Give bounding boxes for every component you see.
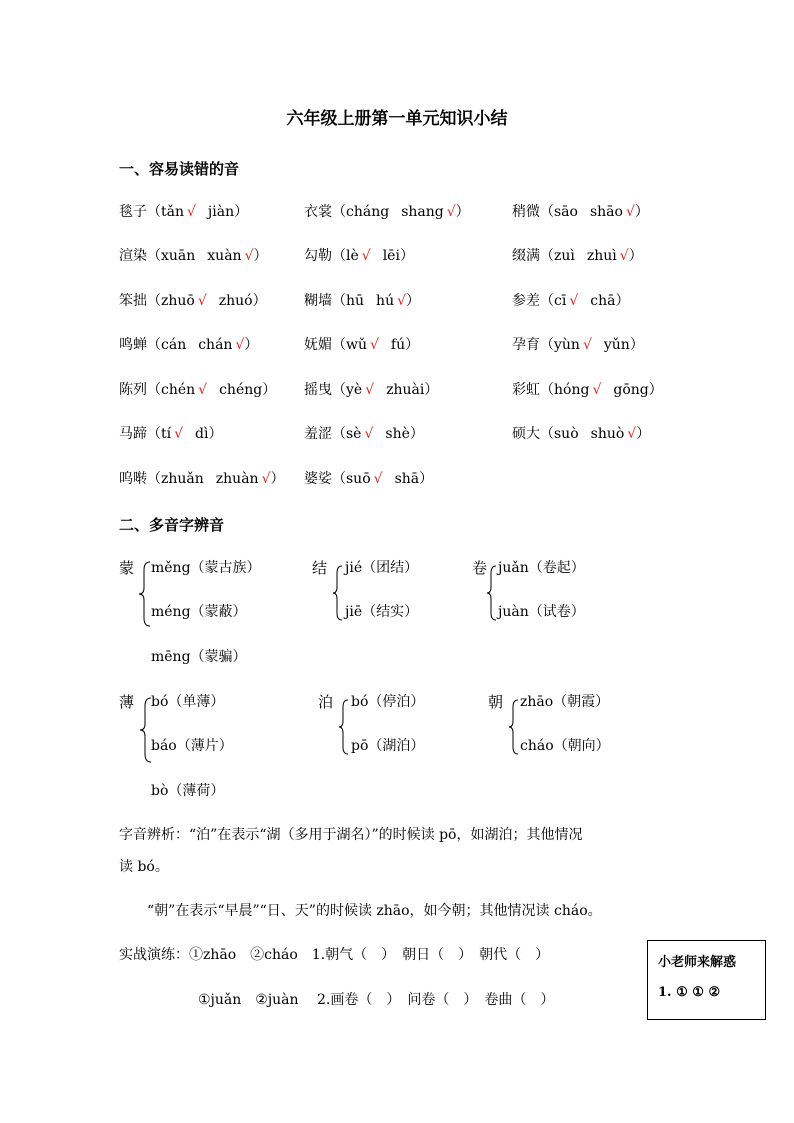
pinyin-text: zuì	[554, 248, 575, 264]
word: 呜啭	[119, 471, 147, 487]
pinyin-option	[161, 424, 183, 444]
pinyin-text: shè	[385, 426, 410, 442]
pinyin-text: xuàn	[207, 248, 242, 264]
pinyin-text: chéng	[219, 382, 263, 398]
check-icon: √	[187, 204, 196, 220]
pronunciation-item: 稍微（sāo shāo √）	[512, 204, 649, 220]
pinyin-text: tí	[161, 426, 172, 442]
section1-heading: 一、容易读错的音	[119, 160, 240, 178]
pinyin-option	[554, 424, 579, 444]
pinyin-option	[604, 335, 630, 355]
pinyin-option	[590, 291, 615, 311]
pronunciation-item: 勾勒（lè √ lēi）	[304, 248, 414, 264]
pinyin-option	[161, 469, 204, 489]
pinyin-text: chā	[590, 293, 616, 309]
pinyin-option	[346, 424, 373, 444]
check-icon: √	[197, 293, 207, 309]
pinyin-text: suō	[346, 471, 371, 487]
polyphone-reading: báo（薄片）	[151, 738, 233, 754]
brace-icon	[508, 698, 520, 756]
check-icon: √	[397, 293, 407, 309]
pinyin-text: lēi	[382, 248, 400, 264]
pinyin-text: tǎn	[161, 204, 184, 220]
pinyin-text: gōng	[613, 382, 649, 398]
pronunciation-item: 呜啭（zhuǎn zhuàn √）	[119, 471, 285, 487]
pinyin-option	[554, 291, 578, 311]
word: 毯子	[119, 204, 147, 220]
pronunciation-item: 缀满（zuì zhuì √）	[512, 248, 643, 264]
word: 羞涩	[304, 426, 332, 442]
polyphone-reading: bò（薄荷）	[151, 783, 225, 799]
pronunciation-item: 毯子（tǎn √ jiàn）	[119, 204, 249, 220]
pronunciation-item: 妩媚（wǔ √ fú）	[304, 337, 420, 353]
pinyin-option	[383, 246, 400, 266]
check-icon: √	[582, 337, 592, 353]
pinyin-text: lè	[346, 248, 359, 264]
pronunciation-item: 衣裳（cháng shang √）	[304, 204, 470, 220]
analysis-text: 读 bó。	[119, 859, 169, 875]
pinyin-option	[590, 202, 635, 222]
pronunciation-item: 糊墙（hū hú √）	[304, 293, 421, 309]
pinyin-text: zhuì	[586, 248, 617, 264]
pronunciation-item: 孕育（yùn √ yǔn）	[512, 337, 644, 353]
pinyin-option	[208, 202, 234, 222]
pinyin-option	[161, 202, 196, 222]
pinyin-text: wǔ	[346, 337, 367, 353]
word: 缀满	[512, 248, 540, 264]
pinyin-option	[346, 469, 383, 489]
brace-icon	[486, 564, 498, 622]
polyphone-reading: jié（团结）	[345, 560, 419, 576]
pinyin-text: zhuō	[161, 293, 195, 309]
check-icon: √	[446, 204, 456, 220]
pinyin-text: shā	[394, 471, 420, 487]
word: 衣裳	[304, 204, 332, 220]
check-icon: √	[365, 382, 375, 398]
brace-icon	[332, 564, 344, 622]
pinyin-text: cán	[161, 337, 187, 353]
pinyin-text: cháng	[346, 204, 390, 220]
pronunciation-item: 婆娑（suō √ shā）	[304, 471, 434, 487]
analysis-text: 字音辨析：“泊”在表示“湖（多用于湖名）”的时候读 pō，如湖泊；其他情况	[119, 827, 583, 843]
pinyin-option	[346, 291, 364, 311]
pinyin-option	[346, 380, 374, 400]
pinyin-text: hū	[346, 293, 365, 309]
pinyin-option	[554, 246, 575, 266]
pronunciation-item: 参差（cī √ chā）	[512, 293, 630, 309]
word: 鸣蝉	[119, 337, 147, 353]
pinyin-option	[613, 380, 648, 400]
pinyin-text: zhuǎn	[161, 471, 204, 487]
answer-box-title: 小老师来解惑	[658, 955, 737, 970]
word: 马蹄	[119, 426, 147, 442]
pinyin-text: shāo	[589, 204, 623, 220]
polyphone-reading: juàn（试卷）	[498, 604, 585, 620]
polyphone-char: 朝	[488, 693, 504, 711]
polyphone-char: 结	[312, 559, 328, 577]
word: 参差	[512, 293, 540, 309]
pronunciation-item: 马蹄（tí √ dì）	[119, 426, 223, 442]
polyphone-reading: zhāo（朝霞）	[520, 694, 610, 710]
check-icon: √	[174, 426, 184, 442]
check-icon: √	[627, 426, 637, 442]
pinyin-option	[395, 469, 420, 489]
pinyin-option	[195, 424, 208, 444]
check-icon: √	[619, 248, 629, 264]
word: 笨拙	[119, 293, 147, 309]
check-icon: √	[361, 248, 371, 264]
brace-icon	[138, 560, 152, 628]
answer-box-answer: 1. ① ① ②	[658, 985, 721, 1000]
pinyin-option	[161, 291, 207, 311]
pronunciation-item: 渲染（xuān xuàn √）	[119, 248, 268, 264]
pinyin-option	[346, 335, 379, 355]
pinyin-option	[207, 246, 253, 266]
pinyin-option	[554, 202, 578, 222]
word: 妩媚	[304, 337, 332, 353]
pinyin-option	[587, 246, 629, 266]
polyphone-reading: mēng（蒙骗）	[151, 649, 247, 665]
check-icon: √	[261, 471, 271, 487]
pronunciation-item: 鸣蝉（cán chán √）	[119, 337, 259, 353]
word: 稍微	[512, 204, 540, 220]
check-icon: √	[244, 248, 254, 264]
pinyin-option	[385, 424, 410, 444]
word: 孕育	[512, 337, 540, 353]
word: 彩虹	[512, 382, 540, 398]
page-title: 六年级上册第一单元知识小结	[286, 109, 508, 129]
word: 糊墙	[304, 293, 332, 309]
pinyin-option	[161, 380, 207, 400]
pinyin-text: yè	[346, 382, 363, 398]
pronunciation-item: 羞涩（sè √ shè）	[304, 426, 424, 442]
pinyin-option	[346, 246, 371, 266]
polyphone-char: 泊	[318, 693, 334, 711]
pinyin-text: shuò	[590, 426, 625, 442]
word: 勾勒	[304, 248, 332, 264]
brace-icon	[338, 698, 350, 756]
pinyin-option	[591, 424, 637, 444]
pinyin-option	[198, 335, 244, 355]
pinyin-option	[554, 335, 592, 355]
pinyin-text: chán	[198, 337, 233, 353]
pinyin-option	[554, 380, 601, 400]
polyphone-char: 蒙	[119, 559, 135, 577]
word: 婆娑	[304, 471, 332, 487]
pronunciation-item: 陈列（chén √ chéng）	[119, 382, 277, 398]
pinyin-option	[401, 202, 455, 222]
polyphone-reading: bó（单薄）	[151, 694, 225, 710]
pinyin-text: cī	[554, 293, 567, 309]
pinyin-text: sè	[346, 426, 362, 442]
pinyin-text: fú	[390, 337, 406, 353]
analysis-text: “朝”在表示“早晨”“日、天”的时候读 zhāo，如今朝；其他情况读 cháo。	[147, 903, 602, 919]
pinyin-text: hóng	[554, 382, 590, 398]
check-icon: √	[373, 471, 383, 487]
polyphone-reading: pō（湖泊）	[351, 738, 425, 754]
pinyin-text: chén	[161, 382, 196, 398]
pronunciation-item: 硕大（suò shuò √）	[512, 426, 651, 442]
polyphone-char: 薄	[119, 693, 135, 711]
pinyin-option	[216, 469, 271, 489]
pinyin-option	[346, 202, 389, 222]
polyphone-reading: méng（蒙蔽）	[151, 604, 247, 620]
pinyin-text: xuān	[161, 248, 196, 264]
pronunciation-item: 笨拙（zhuō √ zhuó）	[119, 293, 267, 309]
pronunciation-item: 摇曳（yè √ zhuài）	[304, 382, 439, 398]
pinyin-text: jiàn	[207, 204, 235, 220]
check-icon: √	[364, 426, 374, 442]
check-icon: √	[370, 337, 379, 353]
pinyin-text: shang	[401, 204, 444, 220]
check-icon: √	[569, 293, 579, 309]
pinyin-option	[161, 246, 195, 266]
word: 渲染	[119, 248, 147, 264]
pinyin-option	[376, 291, 406, 311]
answer-box	[647, 940, 766, 1020]
pinyin-text: sāo	[554, 204, 578, 220]
polyphone-reading: jiē（结实）	[345, 604, 419, 620]
practice-line-1: 实战演练：①zhāo ②cháo 1.朝气（ ） 朝日（ ） 朝代（ ）	[119, 947, 550, 963]
pinyin-text: yǔn	[603, 337, 630, 353]
word: 陈列	[119, 382, 147, 398]
pinyin-text: dì	[195, 426, 209, 442]
word: 硕大	[512, 426, 540, 442]
word: 摇曳	[304, 382, 332, 398]
polyphone-reading: bó（停泊）	[351, 694, 425, 710]
pinyin-text: yùn	[554, 337, 580, 353]
pinyin-option	[219, 380, 262, 400]
polyphone-reading: juǎn（卷起）	[498, 560, 585, 576]
pinyin-text: zhuài	[386, 382, 425, 398]
pinyin-text: zhuàn	[215, 471, 259, 487]
check-icon: √	[198, 382, 208, 398]
pinyin-text: zhuó	[218, 293, 253, 309]
pronunciation-item: 彩虹（hóng √ gōng）	[512, 382, 663, 398]
pinyin-option	[386, 380, 424, 400]
polyphone-char: 卷	[472, 559, 488, 577]
pinyin-option	[219, 291, 253, 311]
practice-line-2: ①juǎn ②juàn 2.画卷（ ） 问卷（ ） 卷曲（ ）	[198, 992, 555, 1008]
polyphone-reading: cháo（朝向）	[520, 738, 610, 754]
section2-heading: 二、多音字辨音	[119, 516, 225, 534]
pinyin-text: suò	[554, 426, 579, 442]
check-icon: √	[235, 337, 245, 353]
pinyin-text: hú	[376, 293, 395, 309]
check-icon: √	[592, 382, 602, 398]
pinyin-option	[391, 335, 405, 355]
check-icon: √	[625, 204, 635, 220]
pinyin-option	[161, 335, 186, 355]
polyphone-reading: měng（蒙古族）	[151, 560, 261, 576]
